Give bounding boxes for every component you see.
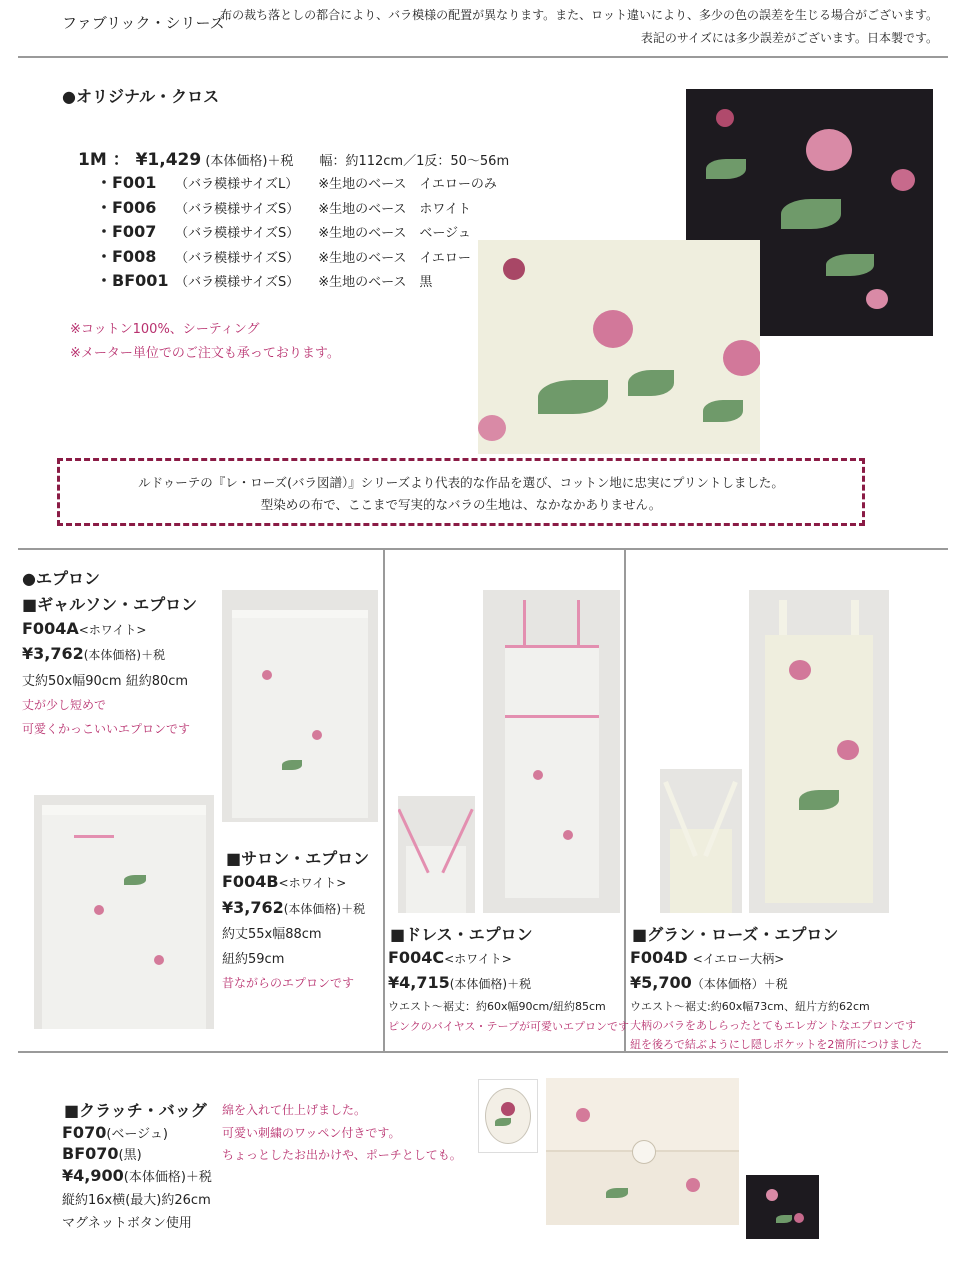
garcon-desc-1: 丈が少し短めで — [22, 698, 107, 712]
garcon-price-line: ¥3,762(本体価格)＋税 — [22, 644, 166, 663]
cloth-rule — [18, 548, 948, 550]
salon-desc: 昔ながらのエプロンです — [222, 976, 355, 990]
clutch-code-1: F070(ベージュ) — [62, 1123, 168, 1142]
grand-rose-size: ウエスト～裾丈:約60x幅73cm、紐片方約62cm — [630, 1000, 870, 1013]
dress-apron-back-photo — [398, 796, 475, 913]
salon-price-line: ¥3,762(本体価格)＋税 — [222, 898, 366, 917]
grand-rose-title: ■グラン・ローズ・エプロン — [632, 925, 839, 944]
clutch-desc-3: ちょっとしたお出かけや、ポーチとしても。 — [222, 1148, 462, 1162]
grand-rose-apron-back-photo — [660, 769, 742, 913]
series-title: ファブリック・シリーズ — [62, 14, 225, 32]
clutch-price-line: ¥4,900(本体価格)＋税 — [62, 1166, 212, 1185]
header-note-2: 表記のサイズには多少誤差がございます。日本製です。 — [640, 31, 938, 45]
garcon-size: 丈約50x幅90cm 紐約80cm — [22, 674, 189, 689]
clutch-title: ■クラッチ・バッグ — [64, 1101, 207, 1120]
dress-code-line: F004C<ホワイト> — [388, 948, 512, 967]
clutch-desc-1: 綿を入れて仕上げました。 — [222, 1103, 367, 1117]
apron-divider-2 — [624, 548, 626, 1052]
fabric-photo-cream — [478, 240, 760, 454]
cloth-note-cotton: ※コットン100%、シーティング — [70, 322, 260, 337]
salon-size-2: 紐約59cm — [222, 952, 285, 967]
dress-apron-photo — [483, 590, 620, 913]
salon-title: ■サロン・エプロン — [226, 849, 370, 868]
cloth-item: ・BF001 （バラ模様サイズS） ※生地のベース 黒 — [96, 271, 433, 290]
grand-rose-desc-1: 大柄のバラをあしらったとてもエレガントなエプロンです — [630, 1019, 916, 1032]
cloth-item: ・F008 （バラ模様サイズS） ※生地のベース イエロー — [96, 246, 471, 266]
header-note-1: 布の裁ち落としの都合により、バラ模様の配置が異なります。また、ロット違いにより、多少の色の誤差を生じる場合がございます。 — [220, 8, 938, 22]
banner-line-1: ルドゥーテの『レ・ローズ(バラ図譜）』シリーズより代表的な作品を選び、コットン地に忠実にプリントしました。 — [138, 475, 784, 490]
embroidered-patch-photo — [478, 1079, 538, 1153]
dress-desc: ピンクのバイヤス・テープが可愛いエプロンです — [388, 1020, 630, 1033]
cloth-price-line — [78, 145, 509, 170]
garcon-code-line: F004A<ホワイト> — [22, 619, 147, 638]
cloth-item: ・F006 （バラ模様サイズS） ※生地のベース ホワイト — [96, 197, 472, 217]
salon-size-1: 約丈55x幅88cm — [222, 927, 322, 942]
grand-rose-desc-2: 紐を後ろで結ぶようにし隠しポケットを2箇所につけました — [630, 1038, 923, 1051]
salon-apron-photo — [222, 590, 378, 822]
garcon-title: ■ギャルソン・エプロン — [22, 595, 198, 614]
cloth-item: ・F007 （バラ模様サイズS） ※生地のベース ベージュ — [96, 222, 471, 241]
clutch-desc-2: 可愛い刺繍のワッペン付きです。 — [222, 1126, 401, 1140]
grand-rose-price-line: ¥5,700（本体価格）＋税 — [630, 973, 788, 992]
info-banner — [57, 458, 865, 526]
cloth-heading: ●オリジナル・クロス — [62, 87, 220, 106]
cloth-item: ・F001 （バラ模様サイズL） ※生地のベース イエローのみ — [96, 173, 497, 192]
garcon-apron-photo — [34, 795, 214, 1029]
grand-rose-code-line: F004D <イエロー大柄> — [630, 948, 785, 967]
apron-divider-1 — [383, 548, 385, 1052]
dress-price-line: ¥4,715(本体価格)＋税 — [388, 973, 532, 992]
clutch-size: 縦約16x横(最大)約26cm — [62, 1193, 211, 1208]
dress-title: ■ドレス・エプロン — [390, 925, 533, 944]
cloth-price: 1M ： ¥1,429 — [78, 150, 202, 170]
apron-heading: ●エプロン — [22, 569, 100, 588]
salon-code-line: F004B<ホワイト> — [222, 872, 347, 891]
cloth-item-list — [96, 170, 497, 293]
garcon-desc-2: 可愛くかっこいいエプロンです — [22, 722, 191, 736]
clutch-code-2: BF070(黒) — [62, 1144, 142, 1163]
banner-line-2: 型染めの布で、ここまで写実的なバラの生地は、なかなかありません。 — [260, 497, 662, 512]
clutch-black-fabric-photo — [746, 1175, 819, 1239]
dress-size: ウエスト～裾丈：約60x幅90cm/紐約85cm — [388, 1000, 606, 1013]
clutch-button-note: マグネットボタン使用 — [62, 1216, 192, 1231]
clutch-bag-photo — [546, 1078, 739, 1225]
cloth-price-detail: (本体価格)＋税 幅：約112cm／1反：50～56m — [205, 154, 510, 169]
grand-rose-apron-photo — [749, 590, 889, 913]
cloth-note-meter: ※メーター単位でのご注文も承っております。 — [70, 346, 340, 361]
header-rule — [18, 56, 948, 58]
